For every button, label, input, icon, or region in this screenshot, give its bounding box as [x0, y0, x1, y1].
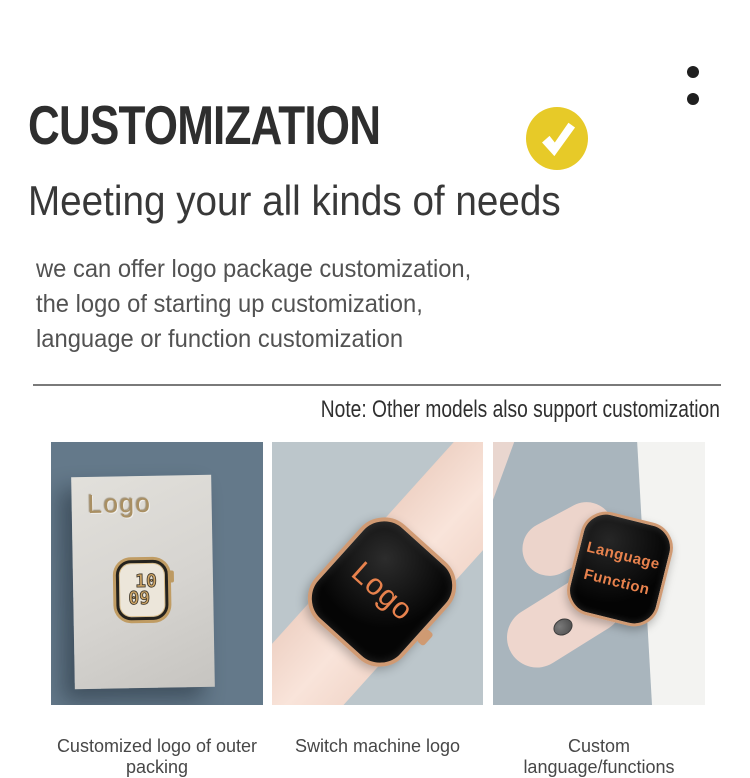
divider-line	[33, 384, 721, 386]
screen-line-language: Language	[584, 538, 662, 574]
menu-dots-icon	[687, 66, 699, 105]
boot-logo-text: Logo	[345, 555, 420, 628]
watch-dial-icon	[116, 560, 169, 621]
screen-line-function: Function	[582, 565, 652, 599]
gallery-item-packaging-photo	[51, 442, 263, 705]
check-icon	[535, 117, 579, 161]
dot-icon	[687, 66, 699, 78]
gallery-item-language-photo	[493, 442, 705, 705]
watch-crown-icon	[416, 629, 433, 647]
intro-paragraph	[36, 252, 471, 357]
watch-icon-time-top: 10	[134, 570, 158, 593]
note-text: Note: Other models also support customization	[320, 396, 720, 423]
watch-icon-time-bottom: 09	[128, 587, 151, 610]
intro-line: we can offer logo package customization,	[36, 255, 472, 283]
packaging-box	[71, 475, 215, 689]
check-badge	[526, 107, 588, 170]
gallery-item-boot-logo-photo	[272, 442, 483, 705]
caption-boot-logo: Switch machine logo	[294, 736, 461, 756]
dot-icon	[687, 93, 699, 105]
page-title: CUSTOMIZATION	[28, 94, 381, 156]
box-logo-label: Logo	[87, 487, 152, 519]
intro-line: language or function customization	[36, 325, 404, 353]
caption-packaging: Customized logo of outer packing	[56, 736, 258, 777]
watch-crown-icon	[168, 570, 174, 582]
page-subtitle: Meeting your all kinds of needs	[28, 177, 561, 224]
caption-language: Custom language/functions	[523, 736, 675, 777]
intro-line: the logo of starting up customization,	[36, 290, 423, 318]
